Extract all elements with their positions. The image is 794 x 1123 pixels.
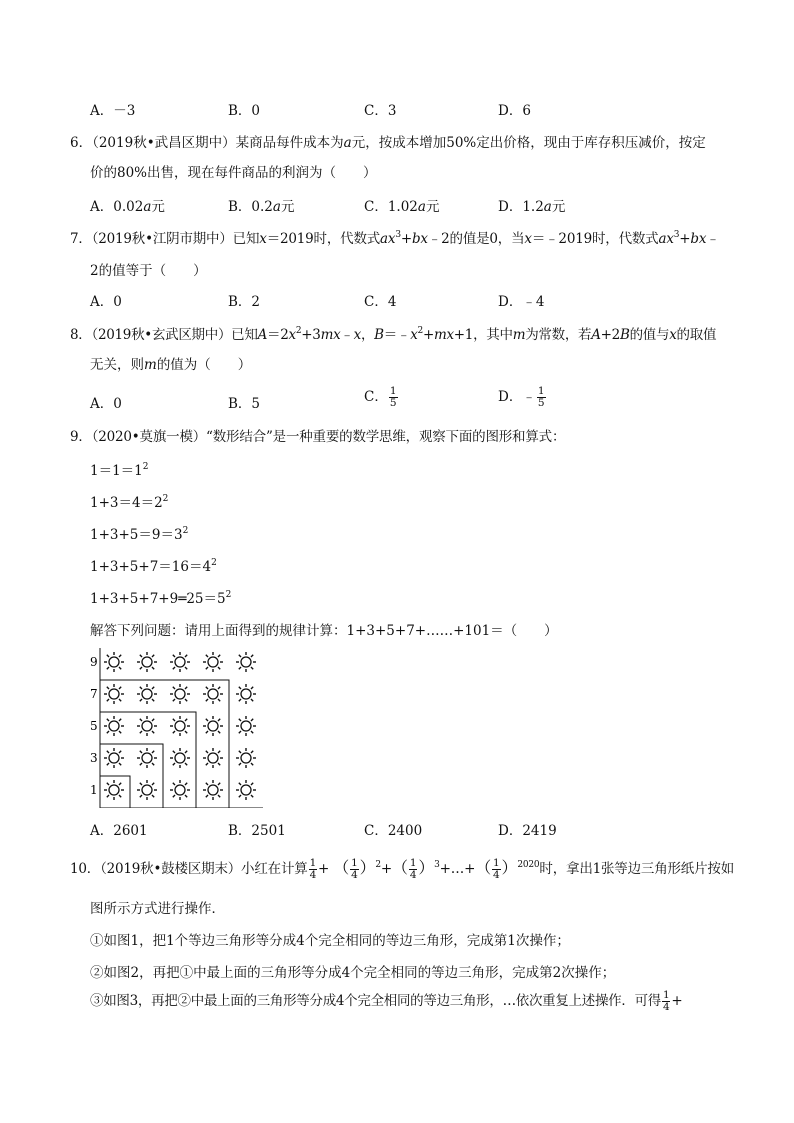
q9-eq4: $1+3+5+7=16=4^2$ — [90, 558, 217, 575]
q6-stem-line1: 6．（2019秋•武昌区期中）某商品每件成本为a元，按成本增加50%定出价格，现由于库存积压减价，按定 — [70, 135, 706, 151]
q6-option-d: D．1.2a元 — [498, 199, 566, 215]
q7-option-b: B．2 — [228, 294, 261, 310]
sun-grid-figure — [88, 648, 273, 808]
q10-step3: ③如图3，再把②中最上面的三角形等分成4个完全相同的等边三角形，…依次重复上述操作．可得 $\frac{1}{4}$ + — [90, 989, 683, 1013]
q9-option-b: B．2501 — [228, 823, 286, 839]
q6-stem-line2: 价的80%出售，现在每件商品的利润为（ ） — [90, 165, 377, 181]
q10-step1: ①如图1，把1个等边三角形等分成4个完全相同的等边三角形，完成第1次操作； — [90, 933, 570, 949]
q9-question: 解答下列问题：请用上面得到的规律计算：1+3+5+7+……+101＝（ ） — [90, 623, 558, 639]
sun-icons — [104, 652, 256, 800]
q9-option-d: D．2419 — [498, 823, 557, 839]
q8-stem-line1: 8．（2019秋•玄武区期中）已知$A=2x^2+3mx﹣x$，$B=﹣x^2+mx+1$，其中m为常数，若A+2B的值与x的取值 — [70, 326, 717, 343]
q10-stem-line1: 10．（2019秋•鼓楼区期末）小红在计算 $\frac{1}{4}$ + （ $\frac{1}{4}$ ）$^2$+（ $\frac{1}{4}$ ）$^3$+…+（ $\frac{1}{4}$ ）$^{2020}$时，拿出1张等边三角形纸片按如 — [70, 857, 735, 881]
q8-option-b: B．5 — [228, 396, 261, 412]
q7-option-c: C．4 — [364, 294, 397, 310]
q6-option-c: C．1.02a元 — [364, 199, 440, 215]
q6-option-b: B．0.2a元 — [228, 199, 295, 215]
q7-stem-line1: 7．（2019秋•江阴市期中）已知x＝2019时，代数式$ax^3+bx﹣2$的值是0，当x＝﹣2019时，代数式$ax^3+bx﹣$ — [70, 230, 720, 247]
q10-stem-line2: 图所示方式进行操作． — [90, 901, 225, 917]
q8-stem-line2: 无关，则m的值为（ ） — [90, 357, 252, 373]
q7-stem-line2: 2的值等于（ ） — [90, 263, 207, 279]
row-label-9: 9 — [90, 655, 98, 669]
q9-intro: 9．（2020•莫旗一模）“数形结合”是一种重要的数学思维，观察下面的图形和算式： — [70, 429, 566, 445]
q9-eq2: $1+3=4=2^2$ — [90, 494, 169, 511]
q9-eq3: $1+3+5=9=3^2$ — [90, 526, 189, 543]
q8-option-a: A．0 — [90, 396, 122, 412]
row-label-5: 5 — [90, 719, 98, 733]
fraction-1-4: $\frac{1}{4}$ — [309, 857, 317, 881]
fraction-1-4: $\frac{1}{4}$ — [493, 857, 500, 881]
fraction-1-4: $\frac{1}{4}$ — [662, 989, 670, 1013]
row-label-3: 3 — [90, 751, 98, 765]
q5-option-b: B．0 — [228, 103, 261, 119]
fraction-1-4: $\frac{1}{4}$ — [351, 857, 358, 881]
q8-option-c: C． $\frac{1}{5}$ — [364, 385, 397, 409]
q6-option-a: A．0.02a元 — [90, 199, 165, 215]
q9-eq1: $1=1=1^2$ — [90, 462, 149, 479]
row-label-1: 1 — [90, 783, 98, 797]
fraction: $\frac{1}{5}$ — [537, 385, 545, 409]
q5-option-d: D．6 — [498, 103, 531, 119]
q7-option-d: D．﹣4 — [498, 294, 545, 310]
fraction: $\frac{1}{5}$ — [389, 385, 397, 409]
q8-option-d: D．﹣ $\frac{1}{5}$ — [498, 385, 545, 409]
q7-option-a: A．0 — [90, 294, 122, 310]
q10-step2: ②如图2，再把①中最上面的三角形等分成4个完全相同的等边三角形，完成第2次操作； — [90, 965, 616, 981]
l-shape-lines — [100, 648, 263, 808]
q9-option-a: A．2601 — [90, 823, 148, 839]
q9-option-c: C．2400 — [364, 823, 423, 839]
q5-option-c: C．3 — [364, 103, 397, 119]
row-label-7: 7 — [90, 687, 98, 701]
q9-eq5: $1+3+5+7+9═25=5^2$ — [90, 590, 232, 607]
fraction-1-4: $\frac{1}{4}$ — [409, 857, 417, 881]
q5-option-a: A．－3 — [90, 103, 136, 119]
